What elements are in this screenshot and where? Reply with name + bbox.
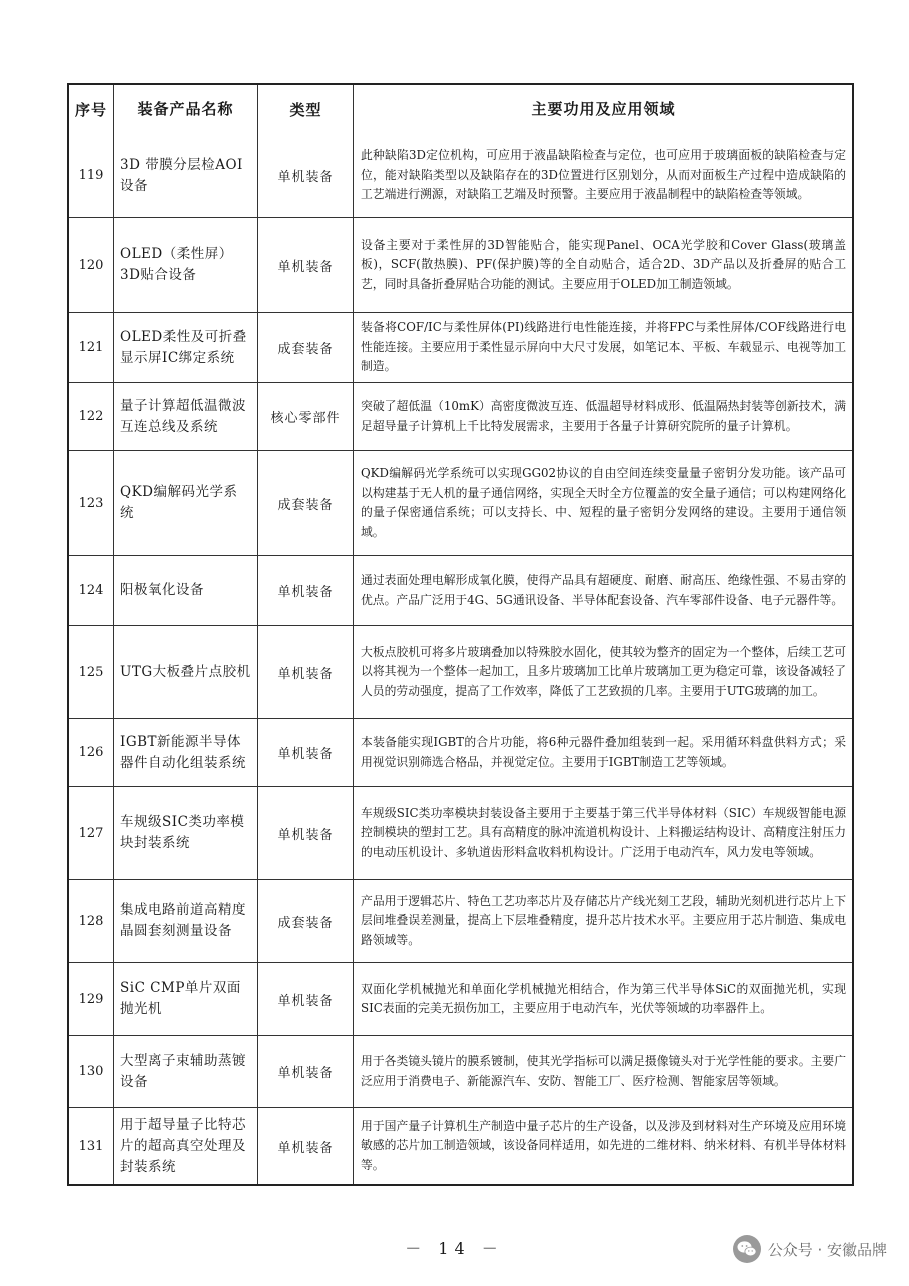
- row-desc-text: 通过表面处理电解形成氧化膜，使得产品具有超硬度、耐磨、耐高压、绝缘性强、不易击穿的优点。产品广泛用于4G、5G通讯设备、半导体配套设备、汽车零部件设备、电子元器件等。: [361, 573, 846, 607]
- row-desc: [353, 383, 852, 450]
- row-name-text: 3D 带膜分层检AOI设备: [120, 156, 243, 194]
- row-no: 124: [78, 583, 104, 598]
- row-desc-text: 此种缺陷3D定位机构，可应用于液晶缺陷检查与定位，也可应用于玻璃面板的缺陷检查与定位，能对缺陷类型以及缺陷存在的3D位置进行区别划分，从而对面板生产过程中造成缺陷的工艺端进行溯源，对缺陷工艺端及时预警。主要应用于液晶制程中的缺陷检查等领域。: [361, 148, 846, 202]
- row-desc-text: 本装备能实现IGBT的合片功能，将6种元器件叠加组装到一起。采用循环料盘供料方式；采用视觉识别筛选合格品，并视觉定位。主要用于IGBT制造工艺等领域。: [361, 735, 846, 769]
- row-name: [113, 313, 257, 382]
- table-row: [69, 382, 852, 450]
- row-name-text: SiC CMP单片双面抛光机: [120, 980, 241, 1017]
- table-row: [69, 786, 852, 879]
- wechat-icon: [732, 1234, 762, 1264]
- row-type: 核心零部件: [257, 383, 353, 450]
- row-desc: [353, 451, 852, 555]
- table-row: [69, 1107, 852, 1184]
- row-name: [113, 719, 257, 786]
- row-no: 125: [78, 664, 104, 680]
- row-desc: [353, 1036, 852, 1107]
- watermark-text: 公众号 · 安徽品牌: [767, 1240, 887, 1259]
- table-row: [69, 312, 852, 382]
- row-type: 单机装备: [257, 1108, 353, 1184]
- row-name: [113, 383, 257, 450]
- row-no: 119: [78, 168, 104, 183]
- row-desc-text: QKD编解码光学系统可以实现GG02协议的自由空间连续变量量子密钥分发功能。该产品可以构建基于无人机的量子通信网络，实现全天时全方位覆盖的安全量子通信；可以构建网络化的量子保密通信系统；可以支持长、中、短程的量子密钥分发网络的建设。主要用于通信领域。: [361, 466, 846, 539]
- row-name: [113, 451, 257, 555]
- row-type: 单机装备: [257, 218, 353, 312]
- row-type: 成套装备: [257, 880, 353, 962]
- page-number: － 14 －: [405, 1239, 504, 1258]
- row-no: 121: [78, 340, 104, 355]
- row-desc: [353, 963, 852, 1035]
- row-no: 123: [78, 495, 104, 511]
- header-name: 装备产品名称: [113, 85, 257, 134]
- watermark: [732, 1234, 887, 1264]
- table-row: [69, 134, 852, 217]
- row-desc: [353, 626, 852, 718]
- equipment-table: [67, 83, 854, 1186]
- row-desc: [353, 787, 852, 879]
- table-row: [69, 555, 852, 625]
- row-type: 单机装备: [257, 1036, 353, 1107]
- row-name: [113, 556, 257, 625]
- row-name: [113, 880, 257, 962]
- row-name-text: 量子计算超低温微波互连总线及系统: [120, 397, 246, 435]
- table-header-row: [69, 85, 852, 134]
- row-name: [113, 1036, 257, 1107]
- row-desc: [353, 880, 852, 962]
- table-row: [69, 217, 852, 312]
- row-name-text: IGBT新能源半导体器件自动化组装系统: [120, 733, 246, 771]
- row-name: [113, 134, 257, 217]
- row-desc-text: 大板点胶机可将多片玻璃叠加以特殊胶水固化，使其较为整齐的固定为一个整体，后续工艺可以将其视为一个整体一起加工，且多片玻璃加工比单片玻璃加工更为稳定可靠，该设备减轻了人员的劳动强度，提高了工作效率，降低了工艺致损的几率。主要用于UTG玻璃的加工。: [361, 644, 846, 698]
- row-name-text: UTG大板叠片点胶机: [120, 663, 251, 680]
- row-name: [113, 218, 257, 312]
- row-desc-text: 车规级SIC类功率模块封装设备主要用于主要基于第三代半导体材料（SIC）车规级智能电源控制模块的塑封工艺。具有高精度的脉冲流道机构设计、上料搬运结构设计、高精度注射压力的电动压机设计、多轨道齿形料盒收料机构设计。广泛用于电动汽车，风力发电等领域。: [361, 805, 846, 859]
- row-no: 131: [78, 1138, 104, 1154]
- row-name-text: 车规级SIC类功率模块封装系统: [120, 814, 245, 851]
- row-desc: [353, 1108, 852, 1184]
- row-desc-text: 用于各类镜头镜片的膜系镀制，使其光学指标可以满足摄像镜头对于光学性能的要求。主要广泛应用于消费电子、新能源汽车、安防、智能工厂、医疗检测、智能家居等领域。: [361, 1054, 846, 1088]
- table-row: [69, 625, 852, 718]
- row-name: [113, 1108, 257, 1184]
- row-no: 128: [78, 913, 104, 929]
- table-row: [69, 450, 852, 555]
- row-no: 122: [78, 409, 104, 424]
- table-row: [69, 1035, 852, 1107]
- header-desc: 主要功用及应用领域: [353, 85, 852, 134]
- row-name: [113, 963, 257, 1035]
- row-type: 单机装备: [257, 963, 353, 1035]
- table-row: [69, 718, 852, 786]
- row-no: 127: [78, 825, 104, 841]
- row-desc-text: 双面化学机械抛光和单面化学机械抛光相结合，作为第三代半导体SiC的双面抛光机，实现SIC表面的完美无损伤加工，主要应用于电动汽车，光伏等领域的功率器件上。: [361, 981, 846, 1015]
- row-no: 120: [78, 257, 104, 273]
- row-desc-text: 产品用于逻辑芯片、特色工艺功率芯片及存储芯片产线光刻工艺段，辅助光刻机进行芯片上下层间堆叠误差测量，提高上下层堆叠精度，提升芯片技术水平。主要应用于芯片制造、集成电路领域等。: [361, 893, 846, 947]
- row-desc-text: 用于国产量子计算机生产制造中量子芯片的生产设备，以及涉及到材料对生产环境及应用环境敏感的芯片加工制造领域，该设备同样适用，如先进的二维材料、纳米材料、有机半导体材料等。: [361, 1118, 846, 1172]
- row-desc-text: 装备将COF/IC与柔性屏体(PI)线路进行电性能连接，并将FPC与柔性屏体/COF线路进行电性能连接。主要应用于柔性显示屏向中大尺寸发展，如笔记本、平板、车载显示、电视等加工制造。: [361, 320, 846, 374]
- row-desc: [353, 313, 852, 382]
- row-type: 单机装备: [257, 556, 353, 625]
- row-no: 130: [78, 1064, 104, 1079]
- row-desc-text: 设备主要对于柔性屏的3D智能贴合，能实现Panel、OCA光学胶和Cover Glass(玻璃盖板)，SCF(散热膜)、PF(保护膜)等的全自动贴合，适合2D、3D产品以及折叠屏的贴合工艺，同时具备折叠屏贴合功能的测试。主要应用于OLED加工制造领域。: [361, 237, 846, 291]
- row-name-text: 用于超导量子比特芯片的超高真空处理及封装系统: [120, 1116, 246, 1175]
- table-row: [69, 962, 852, 1035]
- row-type: 单机装备: [257, 626, 353, 718]
- row-type: 成套装备: [257, 313, 353, 382]
- row-name: [113, 626, 257, 718]
- row-type: 单机装备: [257, 787, 353, 879]
- header-no: 序号: [74, 101, 107, 119]
- row-desc: [353, 556, 852, 625]
- row-desc: [353, 719, 852, 786]
- row-no: 129: [78, 991, 104, 1007]
- row-type: 单机装备: [257, 719, 353, 786]
- header-type: 类型: [257, 85, 353, 134]
- row-name-text: 集成电路前道高精度晶圆套刻测量设备: [120, 902, 246, 939]
- row-type: 单机装备: [257, 134, 353, 217]
- row-name-text: 大型离子束辅助蒸镀设备: [120, 1052, 246, 1090]
- row-name: [113, 787, 257, 879]
- row-type: 成套装备: [257, 451, 353, 555]
- row-name-text: QKD编解码光学系统: [120, 484, 238, 521]
- row-desc: [353, 134, 852, 217]
- row-no: 126: [78, 745, 104, 760]
- row-name-text: 阳极氧化设备: [120, 582, 204, 598]
- row-desc: [353, 218, 852, 312]
- table-row: [69, 879, 852, 962]
- row-name-text: OLED柔性及可折叠显示屏IC绑定系统: [120, 328, 247, 366]
- row-name-text: OLED（柔性屏）3D贴合设备: [120, 246, 233, 283]
- row-desc-text: 突破了超低温（10mK）高密度微波互连、低温超导材料成形、低温隔热封装等创新技术，满足超导量子计算机上千比特发展需求，主要用于各量子计算研究院所的量子计算机。: [361, 399, 846, 433]
